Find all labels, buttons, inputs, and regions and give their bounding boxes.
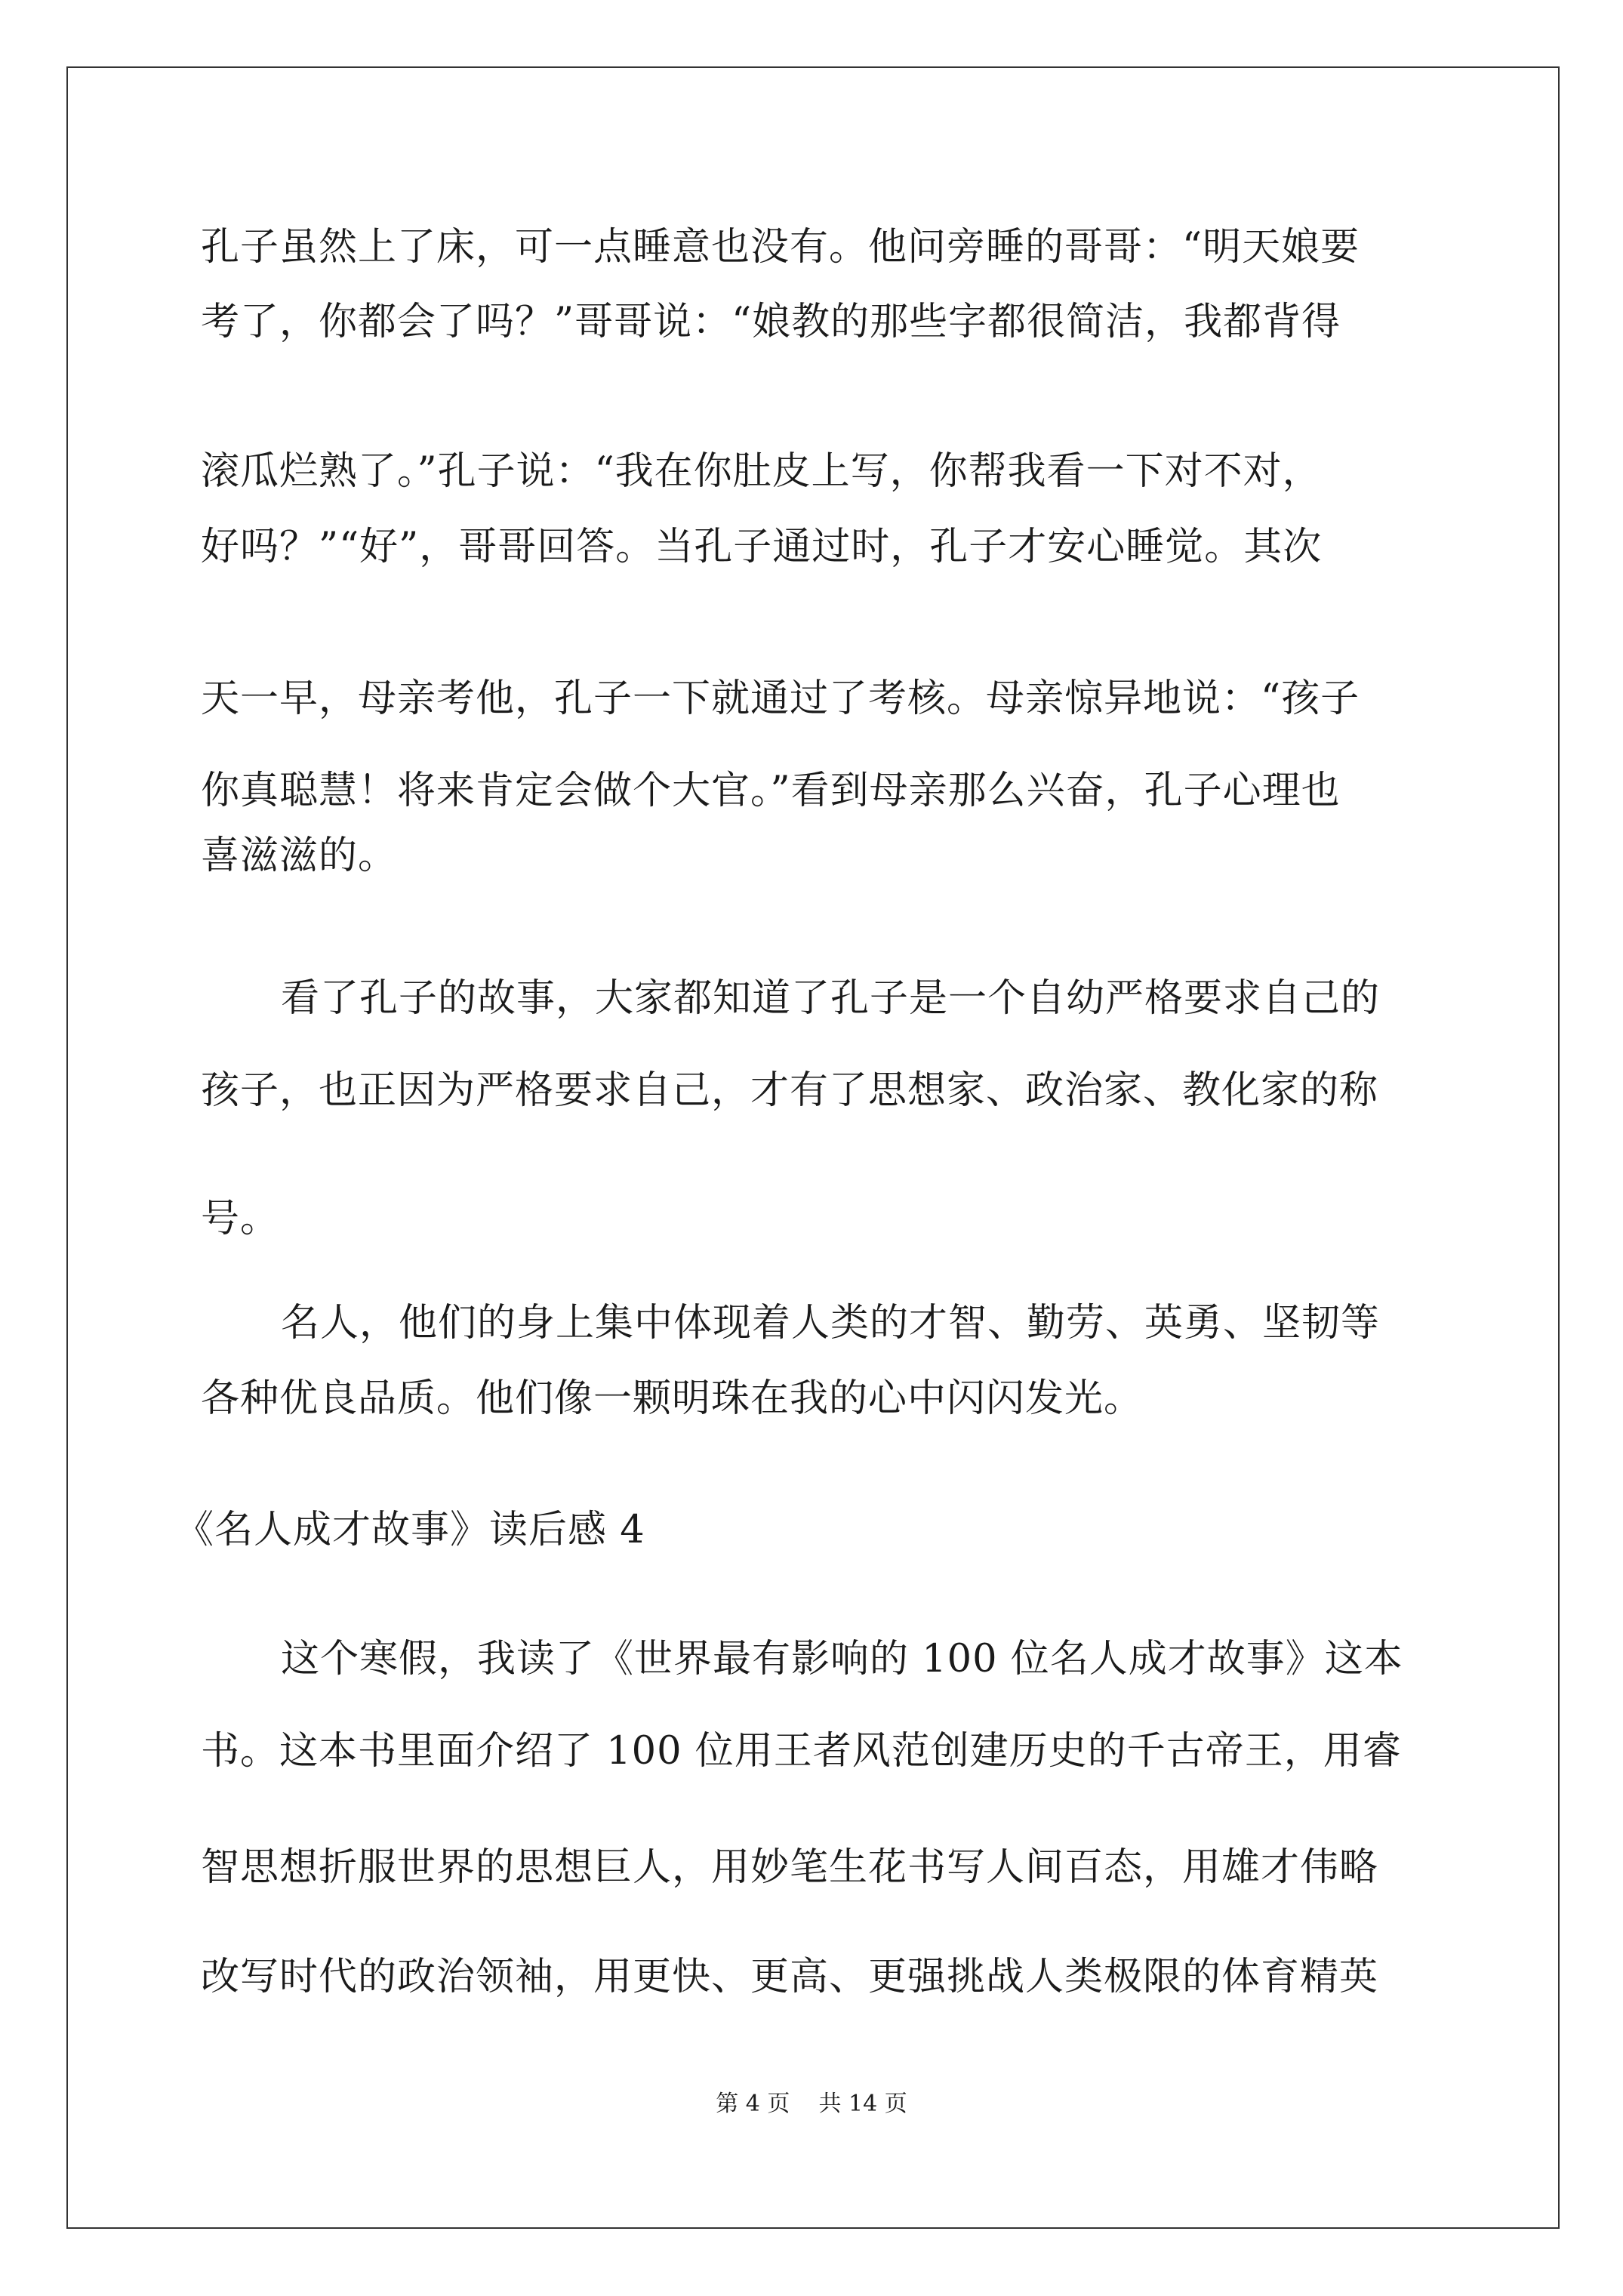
body-line: 书。这本书里面介绍了 100 位用王者风范创建历史的千古帝王，用睿 [201,1729,1402,1774]
paragraph-first-line: 名人，他们的身上集中体现着人类的才智、勤劳、英勇、坚韧等 [281,1301,1381,1345]
body-line: 号。 [201,1197,280,1241]
paragraph-first-line: 这个寒假，我读了《世界最有影响的 100 位名人成才故事》这本 [281,1637,1403,1681]
section-heading: 《名人成才故事》读后感 4 [175,1508,645,1552]
paragraph-first-line: 看了孔子的故事，大家都知道了孔子是一个自幼严格要求自己的 [281,976,1381,1021]
body-line: 天一早，母亲考他，孔子一下就通过了考核。母亲惊异地说：“孩子 [201,676,1360,721]
body-line: 滚瓜烂熟了。”孔子说：“我在你肚皮上写，你帮我看一下对不对， [201,449,1322,494]
body-line: 好吗？”“好”，哥哥回答。当孔子通过时，孔子才安心睡觉。其次 [201,525,1323,569]
body-line: 智思想折服世界的思想巨人，用妙笔生花书写人间百态，用雄才伟略 [201,1845,1379,1890]
body-line: 孩子，也正因为严格要求自己，才有了思想家、政治家、教化家的称 [201,1068,1379,1113]
body-line: 孔子虽然上了床，可一点睡意也没有。他问旁睡的哥哥：“明天娘要 [201,225,1360,270]
body-line: 你真聪慧！将来肯定会做个大官。”看到母亲那么兴奋，孔子心理也 [201,769,1341,813]
page-border [66,66,1560,2229]
body-line: 各种优良品质。他们像一颗明珠在我的心中闪闪发光。 [201,1376,1144,1421]
body-line: 喜滋滋的。 [201,834,398,878]
body-line: 改写时代的政治领袖，用更快、更高、更强挑战人类极限的体育精英 [201,1955,1379,1999]
body-line: 考了，你都会了吗？”哥哥说：“娘教的那些字都很简洁，我都背得 [201,300,1341,344]
page-footer: 第 4 页 共 14 页 [716,2091,907,2117]
